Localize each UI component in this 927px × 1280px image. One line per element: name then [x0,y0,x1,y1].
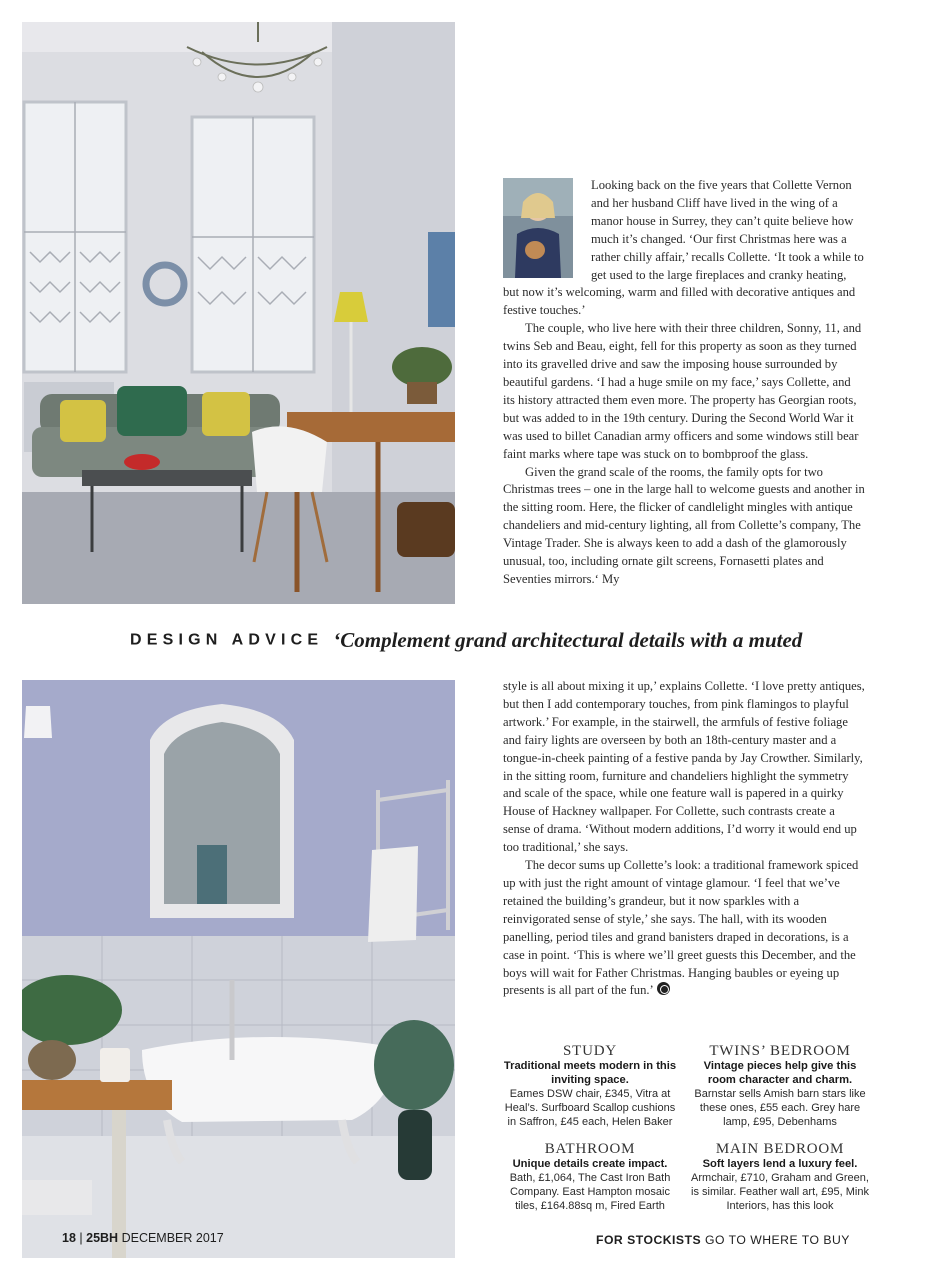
article-paragraph: Given the grand scale of the rooms, the family opts for two Christmas trees – one in the large hall to welcome guests and another in the sitting room. Here, the flicker of candlelight mingles with antique chandeliers and mid-century lighting, all from Collette’s company, The Vintage Trader. She is always keen to add a dash of the glamorously unusual, too, including ornate gilt screens, Fornasetti plates and Seventies mirrors.‘ My [503,464,865,586]
caption-title: TWINS’ BEDROOM [709,1043,851,1059]
sitting-room-illustration [22,22,455,604]
article-column-bottom [503,678,865,1000]
caption-title: BATHROOM [544,1141,636,1157]
magazine-name: 25BH [86,1231,119,1245]
caption-headline: Soft layers lend a luxury feel. [702,1158,858,1170]
stockists-note [596,1233,850,1247]
bathroom-illustration [22,680,455,1258]
caption-title: STUDY [562,1043,617,1059]
page-number: 18 [62,1231,76,1245]
caption-bathroom [500,1141,680,1213]
article-paragraph: The couple, who live here with their three children, Sonny, 11, and twins Seb and Beau, eight, fell for this property as soon as they turned into its gravelled drive and saw the imposing house surrounded by beautiful gardens. ‘I had a huge smile on my face,’ says Collette, and its history attracted them even more. The property has Georgian roots, but was added to in the 19th century. During the Second World War it was used to billet Canadian army officers and some windows still bear faint marks where tape was stuck on to bombproof the glass. [503,321,862,461]
portrait-illustration [503,178,573,278]
caption-headline: Unique details create impact. [512,1158,668,1170]
caption-text: Armchair, £710, Graham and Green, is similar. Feather wall art, £95, Mink Interiors, has this look [691,1172,869,1212]
design-advice-quote: ‘Complement grand architectural details with a muted [333,628,803,652]
sitting-room-photo [22,22,455,604]
end-mark-icon [657,982,670,995]
caption-text: Barnstar sells Amish barn stars like these ones, £55 each. Grey hare lamp, £95, Debenhams [694,1088,866,1128]
caption-text: Bath, £1,064, The Cast Iron Bath Company. East Hampton mosaic tiles, £164.88sq m, Fired Earth [509,1172,671,1212]
caption-title: MAIN BEDROOM [715,1141,845,1157]
stockists-text: GO TO WHERE TO BUY [705,1233,850,1247]
design-advice-label: DESIGN ADVICE [130,631,324,649]
stockists-label: FOR STOCKISTS [596,1233,702,1247]
folio-separator: | [79,1231,83,1245]
caption-main-bedroom [690,1141,870,1213]
design-advice-banner [130,628,910,654]
bathroom-photo [22,680,455,1258]
page-folio [62,1231,224,1245]
caption-headline: Vintage pieces help give this room character and charm. [703,1060,857,1086]
article-paragraph: Looking back on the five years that Collette Vernon and her husband Cliff have lived in the wing of a manor house in Surrey, they can’t quite believe how much it’s changed. ‘Our first Christmas here was a rather chilly affair,’ recalls Collette. ‘It took a while to get used to the large fireplaces and cranky heating, but now it’s welcoming, warm and filled with decorative antiques and festive touches.’ [503,178,864,318]
article-paragraph [503,857,865,1000]
caption-twins-bedroom [690,1043,870,1129]
article-column-top [503,177,865,589]
article-paragraph-text: The decor sums up Collette’s look: a traditional framework spiced up with just the right amount of vintage glamour. ‘I feel that we’ve retained the building’s grandeur, but it now sparkles with a reinvigorated sense of style,’ she says. The hall, with its wooden panelling, period tiles and grand banisters draped in decorations, is a case in point. ‘This is where we’ll greet guests this December, and the boys will wait for Father Christmas. Hanging baubles or eyeing up presents is all part of the fun.’ [503,858,859,998]
article-paragraph: style is all about mixing it up,’ explains Collette. ‘I love pretty antiques, but then I add contemporary touches, from pink flamingos to playful artwork.’ For example, in the stairwell, the armfuls of festive foliage and fairy lights are overseen by both an 18th-century master and a tongue-in-cheek painting of a festive panda by Jay Crowther. Similarly, in the sitting room, furniture and chandeliers highlight the symmetry and scale of the space, while one feature wall is papered in a quirky House of Hackney wallpaper. For Collette, such contrasts create a sense of drama. ‘Without modern additions, I’d worry it would end up too traditional,’ she says. [503,679,865,855]
collette-portrait [503,178,573,278]
caption-headline: Traditional meets modern in this inviting space. [503,1060,677,1086]
caption-text: Eames DSW chair, £345, Vitra at Heal’s. Surfboard Scallop cushions in Saffron, £45 each, Helen Baker [504,1088,676,1128]
caption-study [500,1043,680,1129]
issue-date: DECEMBER 2017 [121,1231,224,1245]
